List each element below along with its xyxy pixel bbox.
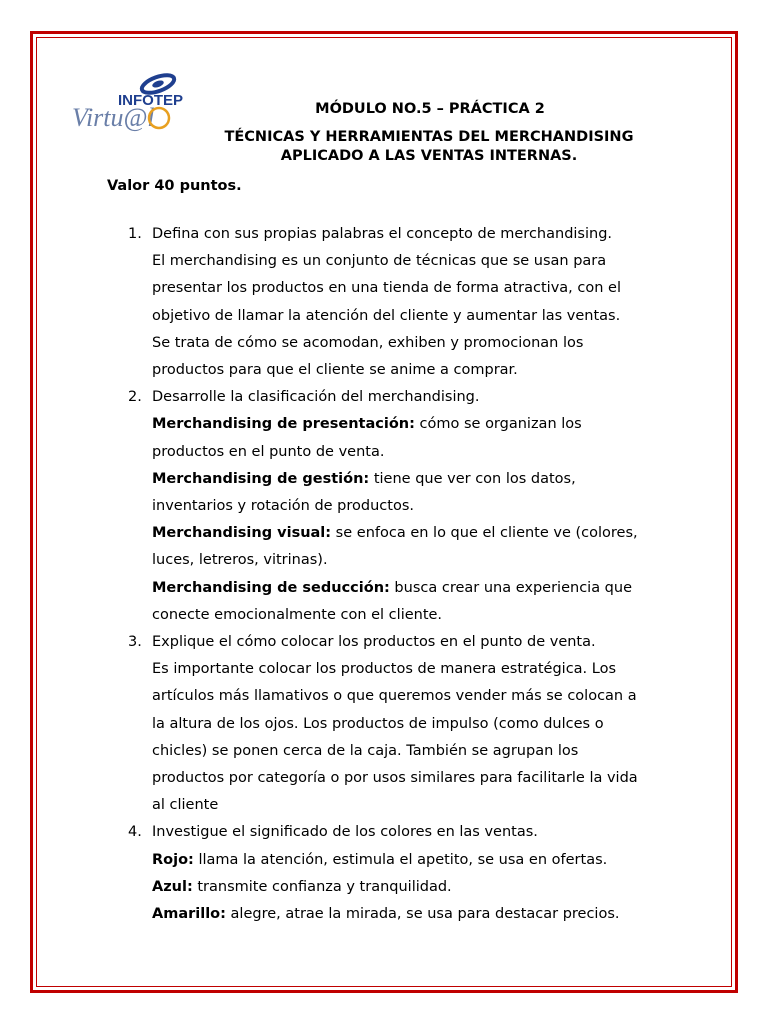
item-number: 3. xyxy=(128,634,142,651)
answer-line: Se trata de cómo se acomodan, exhiben y promocionan los xyxy=(152,334,584,351)
answer-line: artículos más llamativos o que queremos vender más se colocan a xyxy=(152,688,637,705)
classification-entry xyxy=(152,575,672,602)
entry-continuation: luces, letreros, vitrinas). xyxy=(152,552,328,569)
logo-text-top: INFOTEP xyxy=(118,92,184,109)
color-term: Rojo: xyxy=(152,851,194,868)
infotep-virtual-logo xyxy=(70,68,190,132)
logo-text-bottom: Virtu@l xyxy=(72,103,155,132)
entry-text: busca crear una experiencia que xyxy=(389,579,633,596)
item-number: 4. xyxy=(128,824,142,841)
answer-line: Es importante colocar los productos de manera estratégica. Los xyxy=(152,661,617,678)
answer-line: la altura de los ojos. Los productos de impulso (como dulces o xyxy=(152,715,604,732)
points-value: Valor 40 puntos. xyxy=(107,178,242,194)
entry-term: Merchandising de gestión: xyxy=(152,470,370,487)
module-title: MÓDULO NO.5 – PRÁCTICA 2 xyxy=(315,101,545,117)
answer-line: presentar los productos en una tienda de forma atractiva, con el xyxy=(152,280,621,297)
entry-term: Merchandising de presentación: xyxy=(152,416,415,433)
color-entry xyxy=(152,901,672,928)
question-text: Desarrolle la clasificación del merchandising. xyxy=(152,389,480,406)
entry-term: Merchandising visual: xyxy=(152,525,332,542)
question-text: Defina con sus propias palabras el concepto de merchandising. xyxy=(152,226,613,242)
answer-line: chicles) se ponen cerca de la caja. También se agrupan los xyxy=(152,742,579,759)
main-title xyxy=(200,128,658,166)
entry-text: cómo se organizan los xyxy=(414,416,582,433)
color-term: Amarillo: xyxy=(152,906,226,923)
entry-term: Merchandising de seducción: xyxy=(152,579,390,596)
answer-line: objetivo de llamar la atención del cliente y aumentar las ventas. xyxy=(152,307,621,324)
list-item-2 xyxy=(112,384,672,629)
list-item-1 xyxy=(112,221,672,384)
color-entry xyxy=(152,847,672,874)
entry-continuation: inventarios y rotación de productos. xyxy=(152,498,414,515)
answer-line: El merchandising es un conjunto de técnicas que se usan para xyxy=(152,253,607,270)
classification-entry xyxy=(152,411,672,438)
answer-line: al cliente xyxy=(152,797,219,814)
list-item-3 xyxy=(112,629,672,819)
answer-line: productos por categoría o por usos similares para facilitarle la vida xyxy=(152,770,638,787)
color-text: alegre, atrae la mirada, se usa para destacar precios. xyxy=(225,906,620,923)
question-list xyxy=(112,221,672,928)
main-title-line-2: APLICADO A LAS VENTAS INTERNAS. xyxy=(280,148,578,164)
item-number: 1. xyxy=(128,226,142,242)
item-number: 2. xyxy=(128,389,142,406)
main-title-line-1: TÉCNICAS Y HERRAMIENTAS DEL MERCHANDISING xyxy=(224,129,634,145)
color-text: transmite confianza y tranquilidad. xyxy=(192,878,452,895)
question-text: Investigue el significado de los colores en las ventas. xyxy=(152,824,538,841)
entry-text: se enfoca en lo que el cliente ve (colores, xyxy=(331,525,638,542)
classification-entry xyxy=(152,520,672,547)
entry-continuation: conecte emocionalmente con el cliente. xyxy=(152,606,443,623)
question-text: Explique el cómo colocar los productos en el punto de venta. xyxy=(152,634,596,651)
color-text: llama la atención, estimula el apetito, se usa en ofertas. xyxy=(193,851,608,868)
answer-line: productos para que el cliente se anime a comprar. xyxy=(152,362,518,379)
entry-continuation: productos en el punto de venta. xyxy=(152,443,385,460)
color-term: Azul: xyxy=(152,878,193,895)
entry-text: tiene que ver con los datos, xyxy=(369,470,576,487)
color-entry xyxy=(152,874,672,901)
list-item-4 xyxy=(112,819,672,928)
classification-entry xyxy=(152,466,672,493)
